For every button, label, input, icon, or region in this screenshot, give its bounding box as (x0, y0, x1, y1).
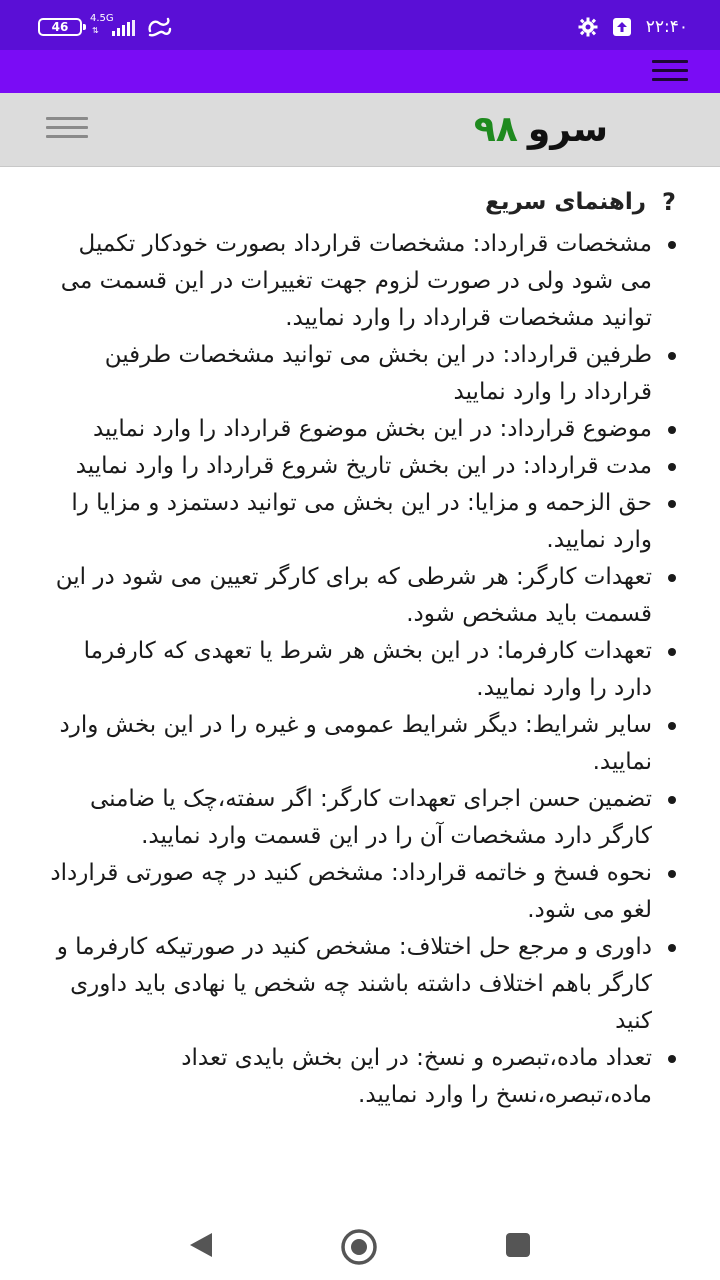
menu-line (652, 78, 688, 81)
guide-list-item: مدت قرارداد: در این بخش تاریخ شروع قرارداد را وارد نمایید (40, 448, 652, 485)
data-arrows-icon: ⇅ (92, 26, 99, 35)
guide-list-item: تعهدات کارگر: هر شرطی که برای کارگر تعیین می شود در این قسمت باید مشخص شود. (40, 559, 652, 633)
guide-list-item: سایر شرایط: دیگر شرایط عمومی و غیره را در این بخش وارد نمایید. (40, 707, 652, 781)
recent-apps-icon[interactable] (505, 1232, 531, 1258)
menu-line (46, 135, 88, 138)
menu-line (46, 126, 88, 129)
guide-list-item: موضوع قرارداد: در این بخش موضوع قرارداد را وارد نمایید (40, 411, 652, 448)
guide-list-item: تعداد ماده،تبصره و نسخ: در این بخش بایدی تعداد ماده،تبصره،نسخ را وارد نمایید. (40, 1040, 652, 1114)
brand-logo[interactable] (474, 103, 608, 155)
app-bar (0, 50, 720, 93)
brand-number: ۹۸ (473, 108, 518, 150)
brand-name: سرو (527, 108, 608, 150)
hamburger-menu-icon[interactable] (46, 117, 88, 141)
network-indicator (90, 13, 138, 38)
guide-list-item: تضمین حسن اجرای تعهدات کارگر: اگر سفته،چک یا ضامنی کارگر دارد مشخصات آن را در این قسمت وارد نمایید. (40, 781, 652, 855)
signal-icon (112, 20, 136, 36)
guide-list-item: مشخصات قرارداد: مشخصات قرارداد بصورت خودکار تکمیل می شود ولی در صورت لزوم جهت تغییرات در این قسمت می توانید مشخصات قرارداد را وارد نمایید. (40, 226, 652, 337)
guide-title-text: راهنمای سریع (485, 189, 646, 215)
guide-content[interactable] (0, 168, 720, 1210)
menu-line (652, 60, 688, 63)
hotspot-icon (146, 17, 172, 37)
question-mark-icon: ? (662, 188, 676, 216)
menu-line (652, 69, 688, 72)
menu-line (46, 117, 88, 120)
back-icon[interactable] (186, 1230, 216, 1260)
home-icon[interactable] (340, 1228, 378, 1266)
network-type: 4.5G (90, 13, 114, 24)
clock: ۲۲:۴۰ (645, 17, 688, 37)
guide-list-item: طرفین قرارداد: در این بخش می توانید مشخصات طرفین قرارداد را وارد نمایید (40, 337, 652, 411)
status-bar (0, 0, 720, 50)
upload-icon (612, 17, 632, 37)
battery-icon (38, 18, 82, 36)
guide-list-item: نحوه فسخ و خاتمه قرارداد: مشخص کنید در چه صورتی قرارداد لغو می شود. (40, 855, 652, 929)
gear-icon (578, 17, 598, 37)
guide-title (40, 182, 680, 222)
battery-level: 46 (51, 20, 69, 34)
guide-list-item: حق الزحمه و مزایا: در این بخش می توانید دستمزد و مزایا را وارد نمایید. (40, 485, 652, 559)
status-right-group (578, 15, 688, 39)
system-nav-bar (0, 1210, 720, 1280)
app-menu-icon[interactable] (652, 60, 688, 82)
guide-list (40, 226, 680, 1114)
guide-list-item: تعهدات کارفرما: در این بخش هر شرط یا تعهدی که کارفرما دارد را وارد نمایید. (40, 633, 652, 707)
brand-header (0, 93, 720, 167)
status-left-group (38, 13, 172, 38)
guide-list-item: داوری و مرجع حل اختلاف: مشخص کنید در صورتیکه کارفرما و کارگر باهم اختلاف داشته باشند چه شخص یا نهادی باید داوری کنید (40, 929, 652, 1040)
